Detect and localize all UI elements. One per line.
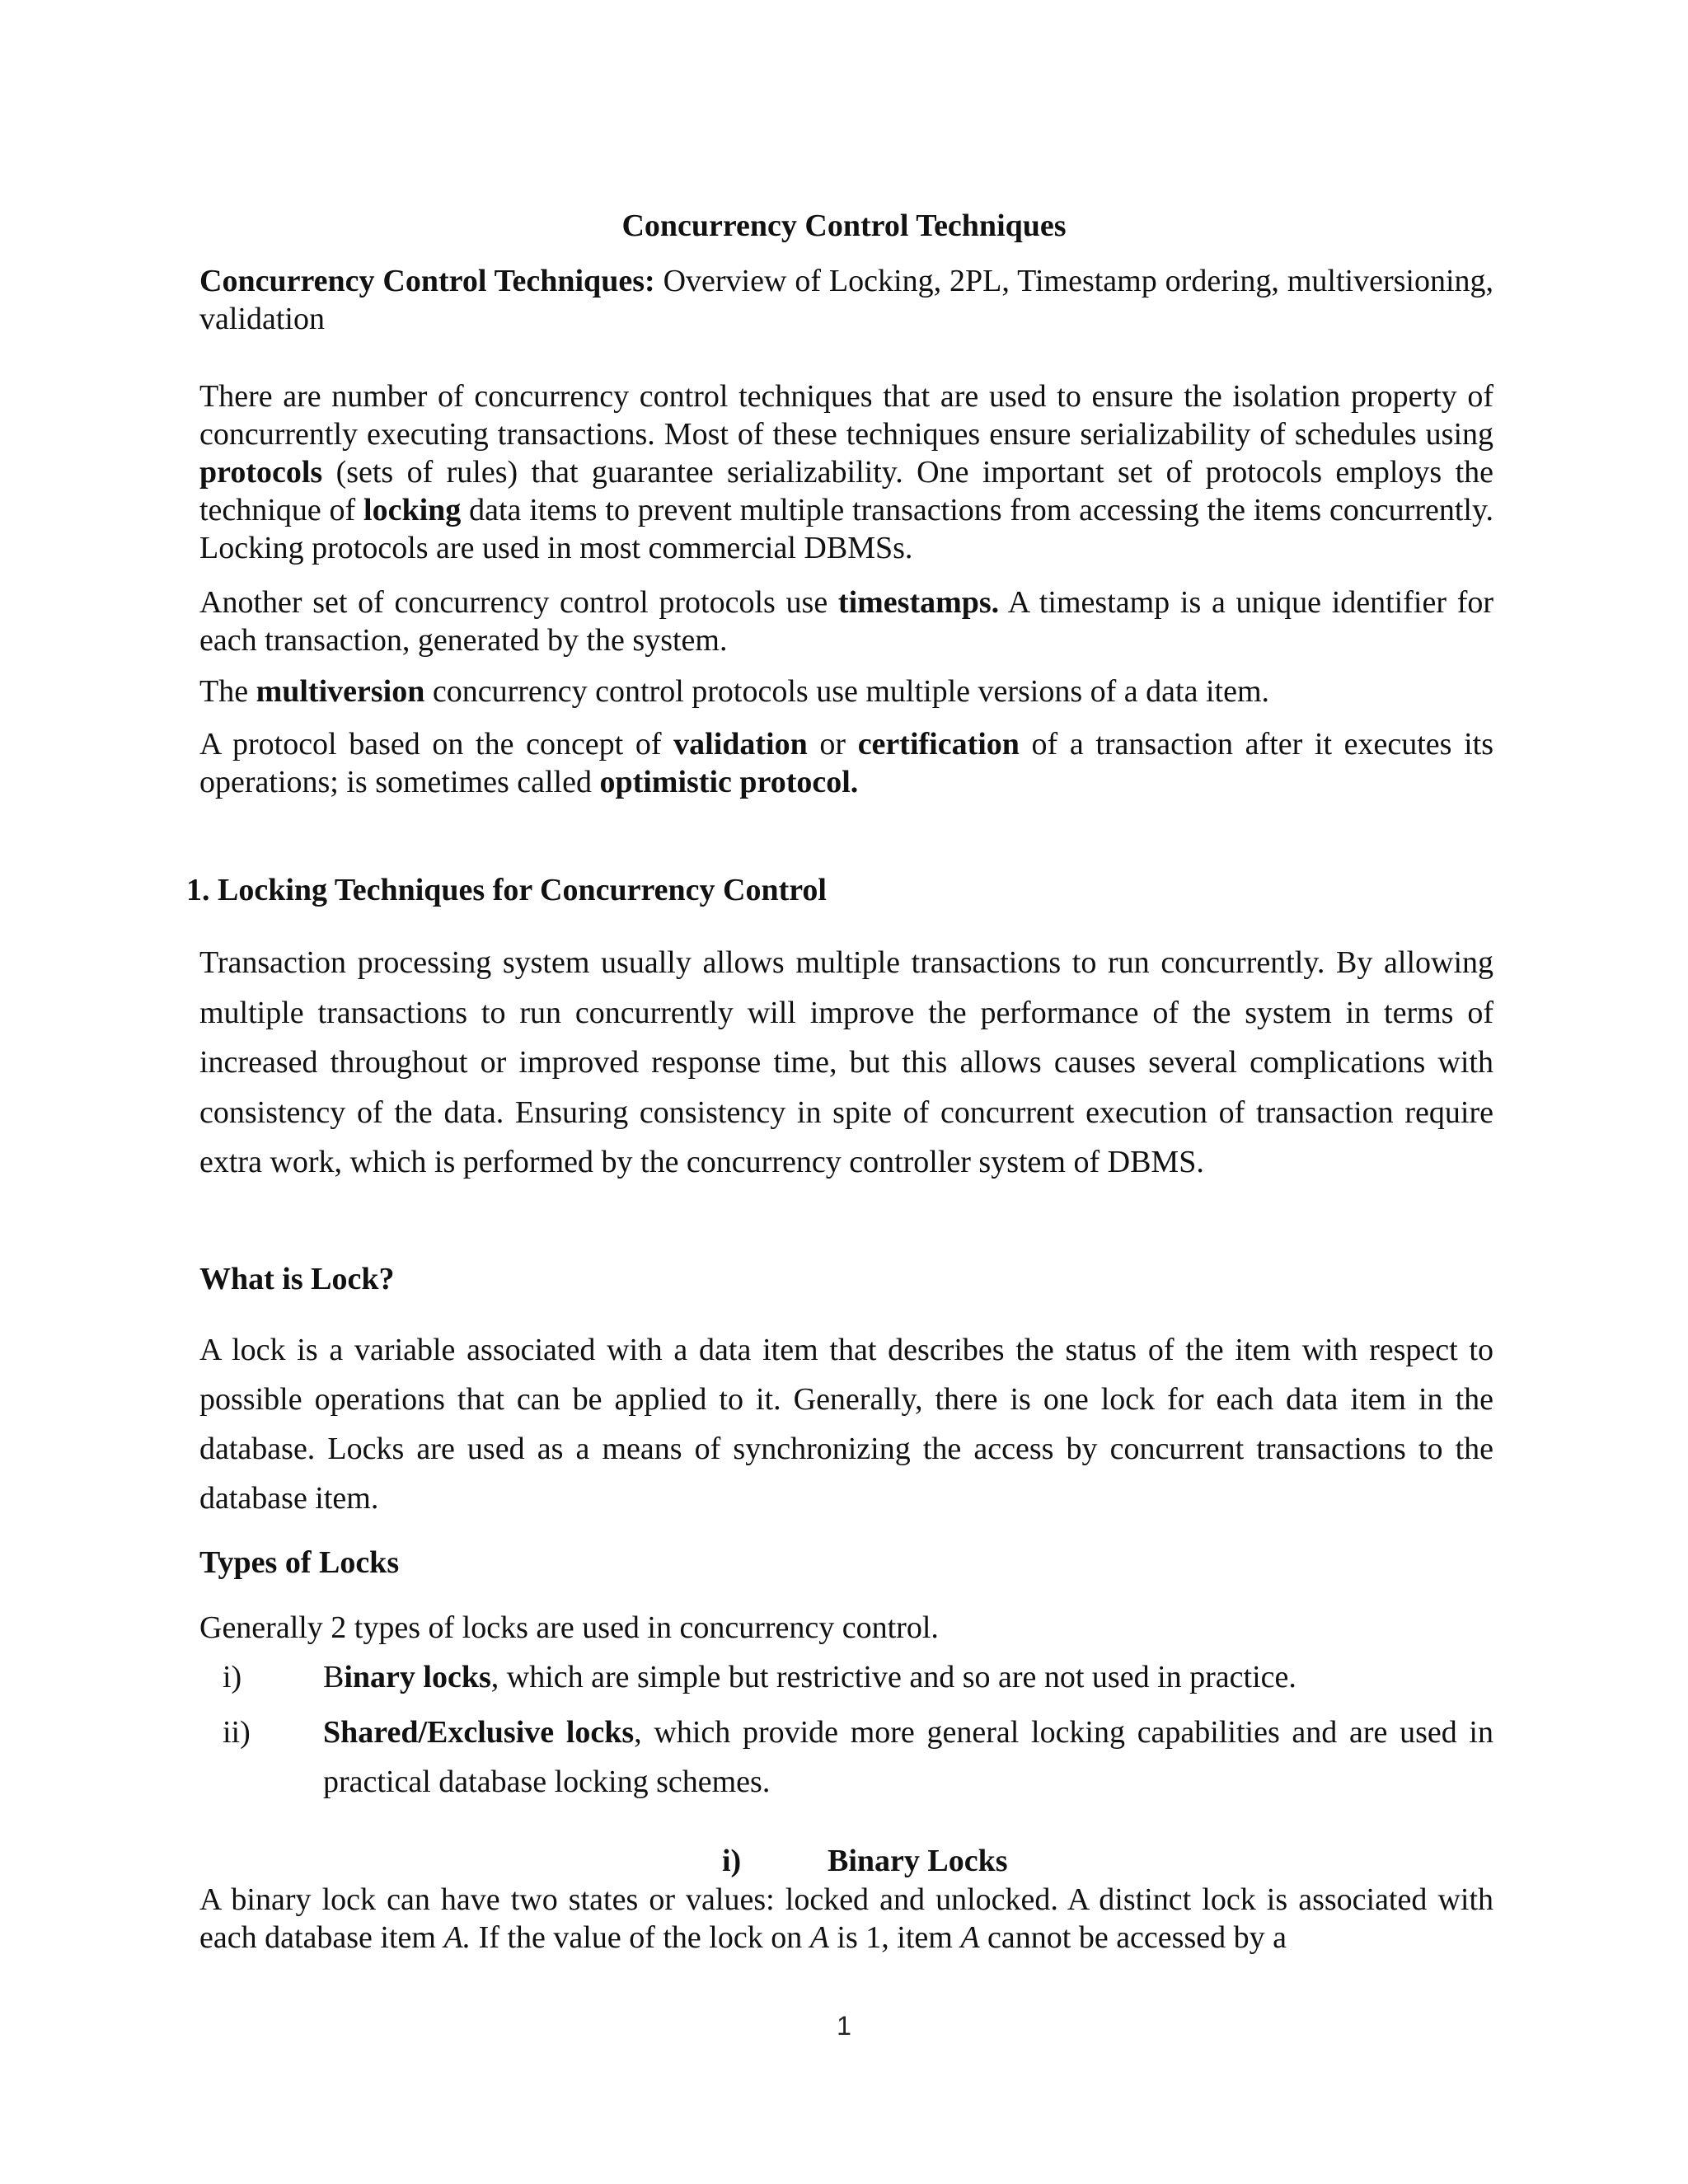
text-run: (sets of rules) that guarantee serializability. One important set of protocols employs the technique of — [199, 455, 1493, 527]
bold-term-optimistic: optimistic protocol. — [599, 765, 859, 799]
italic-var: A — [960, 1920, 980, 1955]
intro-lead: Concurrency Control Techniques: — [199, 264, 655, 298]
list-number: ii) — [223, 1715, 251, 1750]
paragraph-lock-definition: A lock is a variable associated with a data item that describes the status of the item with respect to possible operations that can be applied to it. Generally, there is one lock for each data item in the database. Locks are used as a means of synchronizing the access by concurrent transactions to the database item. — [199, 1333, 1493, 1516]
subheading-label: Binary Locks — [828, 1844, 1008, 1878]
bold-term: Shared/Exclusive locks — [323, 1715, 635, 1750]
list-text — [323, 1708, 1493, 1807]
text-run: or — [807, 727, 858, 762]
heading-types-of-locks: Types of Locks — [199, 1545, 400, 1580]
paragraph-types-intro: Generally 2 types of locks are used in concurrency control. — [199, 1610, 939, 1645]
intro-text: Overview of Locking, 2PL, Timestamp ordering, multiversioning, validation — [199, 264, 1493, 336]
section-heading-locking: 1. Locking Techniques for Concurrency Control — [186, 873, 827, 907]
text-run: cannot be accessed by a — [979, 1920, 1287, 1955]
paragraph-transaction-processing: Transaction processing system usually allows multiple transactions to run concurrently. By allowing multiple transactions to run concurrently will improve the performance of the system in terms of increased throughout or improved response time, but this allows causes several complications with consistency of the data. Ensuring consistency in spite of concurrent execution of transaction require extra work, which is performed by the concurrency controller system of DBMS. — [199, 945, 1493, 1179]
bold-term-protocols: protocols — [199, 455, 323, 490]
paragraph-timestamps — [199, 583, 1493, 659]
text-run: Another set of concurrency control protocols use — [199, 585, 838, 620]
list-text — [323, 1658, 1493, 1696]
bold-term-locking: locking — [363, 493, 462, 527]
paragraph-overview — [199, 377, 1493, 567]
italic-var: A — [809, 1920, 829, 1955]
paragraph-validation — [199, 725, 1493, 801]
text-run: B — [323, 1660, 345, 1694]
text-run: The — [199, 674, 256, 709]
text-run: data items to prevent multiple transactions from accessing the items concurrently. Locking protocols are used in most commercial DBMSs. — [199, 493, 1494, 565]
paragraph-binary-lock — [199, 1881, 1493, 1957]
bold-term-multiversion: multiversion — [256, 674, 425, 709]
text-run: A binary lock can have two states or values: locked and unlocked. A distinct lock is associated with each database item — [199, 1882, 1493, 1955]
text-run: , which are simple but restrictive and so are not used in practice. — [490, 1660, 1296, 1694]
bold-term-certification: certification — [857, 727, 1020, 762]
text-run: of a transaction after it executes its operations; is sometimes called — [199, 727, 1493, 799]
bold-term-timestamps: timestamps. — [837, 585, 1000, 620]
text-run: concurrency control protocols use multiple versions of a data item. — [424, 674, 1270, 709]
paragraph-multiversion — [199, 673, 1493, 710]
intro-paragraph — [199, 262, 1493, 338]
text-run: If the value of the lock on — [471, 1920, 810, 1955]
text-run: is 1, item — [828, 1920, 961, 1955]
list-number: i) — [223, 1660, 242, 1694]
text-run: A protocol based on the concept of — [199, 727, 674, 762]
text-run: , which provide more general locking capabilities and are used in practical database locking schemes. — [323, 1715, 1493, 1799]
bold-term-validation: validation — [673, 727, 808, 762]
bold-term: inary locks — [344, 1660, 491, 1694]
page-number: 1 — [837, 2011, 851, 2041]
heading-what-is-lock: What is Lock? — [199, 1262, 395, 1296]
text-run: There are number of concurrency control techniques that are used to ensure the isolation property of concurrently executing transactions. Most of these techniques ensure serializability of schedules using — [199, 379, 1493, 452]
italic-var: A. — [443, 1920, 471, 1955]
page-title: Concurrency Control Techniques — [621, 209, 1067, 243]
subheading-number: i) — [722, 1844, 742, 1878]
text-run: A timestamp is a unique identifier for each transaction, generated by the system. — [199, 585, 1493, 658]
